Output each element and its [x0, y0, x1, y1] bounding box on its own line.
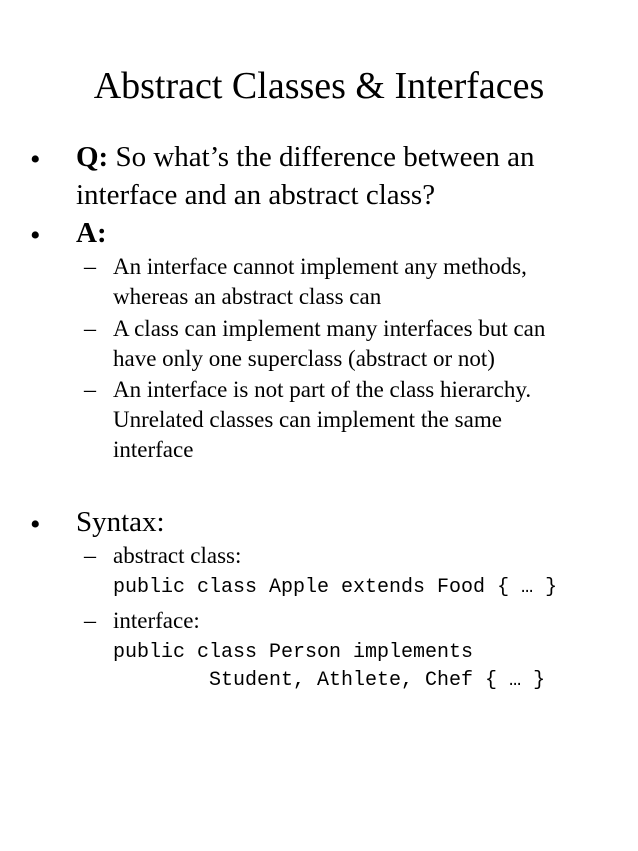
syntax-item-1: [113, 541, 241, 571]
bullet-q-line-2: interface and an abstract class?: [76, 179, 436, 211]
answer-point-1: [113, 252, 527, 312]
answer-point-1-line-1: An interface cannot implement any methods,: [113, 254, 527, 279]
syntax-label: Syntax:: [76, 506, 165, 538]
syntax-item-1-dash: –: [84, 543, 96, 569]
answer-point-1-line-2: whereas an abstract class can: [113, 284, 382, 309]
syntax-item-1-code: public class Apple extends Food { … }: [113, 576, 558, 599]
answer-point-2: [113, 314, 545, 374]
bullet-syntax-marker: •: [30, 508, 41, 541]
syntax-item-1-label: abstract class:: [113, 543, 242, 568]
point-2-dash: –: [84, 316, 96, 342]
a-label: A:: [76, 217, 107, 249]
slide-title: Abstract Classes & Interfaces: [93, 65, 545, 107]
answer-point-2-line-1: A class can implement many interfaces but can: [113, 316, 546, 341]
answer-point-2-line-2: have only one superclass (abstract or not): [113, 346, 495, 371]
bullet-a: [76, 214, 107, 252]
bullet-syntax: [76, 503, 165, 541]
point-3-dash: –: [84, 377, 96, 403]
answer-point-3-line-2: Unrelated classes can implement the same: [113, 407, 502, 432]
q-text: So what’s the difference between an: [108, 141, 535, 173]
bullet-q-line-1: [76, 138, 534, 176]
bullet-a-marker: •: [30, 219, 41, 252]
point-1-dash: –: [84, 254, 96, 280]
answer-point-3-line-1: An interface is not part of the class hierarchy.: [113, 377, 532, 402]
syntax-item-2: [113, 606, 200, 636]
answer-point-3: [113, 375, 531, 465]
syntax-item-2-code-line-1: public class Person implements: [113, 641, 474, 664]
bullet-q-marker: •: [30, 143, 41, 176]
bullet-q: [76, 138, 534, 214]
q-label: Q:: [76, 141, 109, 173]
syntax-item-2-code-line-2: Student, Athlete, Chef { … }: [113, 669, 546, 692]
answer-point-3-line-3: interface: [113, 437, 194, 462]
syntax-item-2-label: interface:: [113, 608, 200, 633]
syntax-item-2-dash: –: [84, 608, 96, 634]
